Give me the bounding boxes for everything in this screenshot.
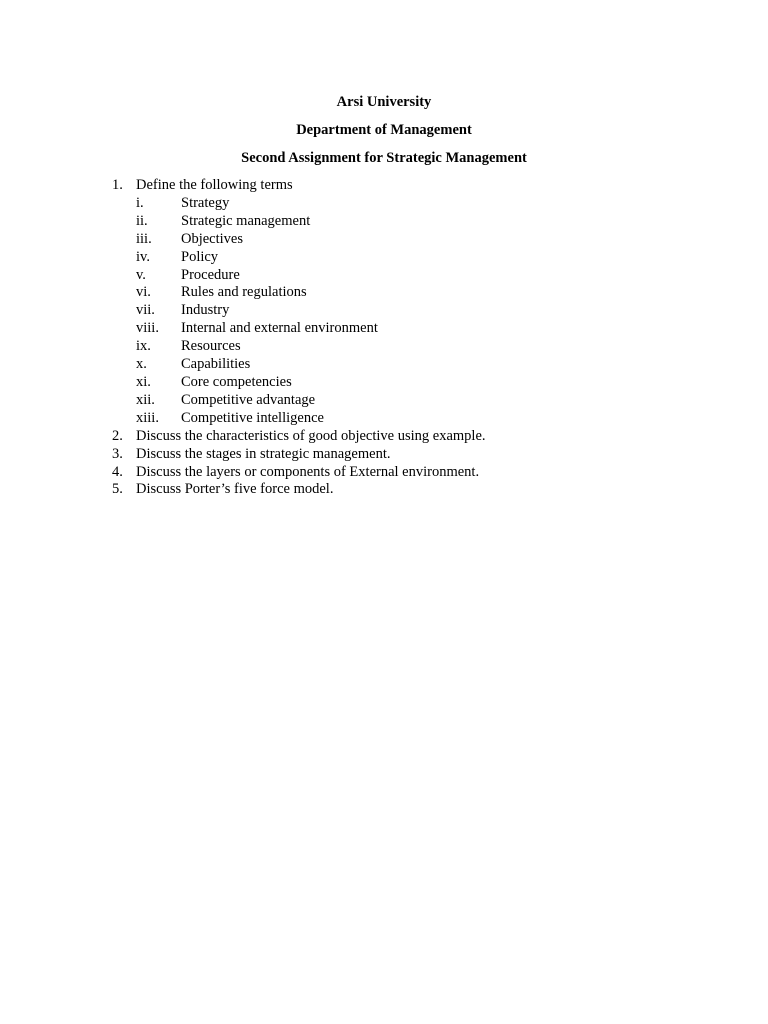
question-item xyxy=(0,428,768,446)
term-number: viii. xyxy=(136,320,159,337)
term-number: vii. xyxy=(136,302,155,319)
term-item xyxy=(136,267,768,285)
term-number: iii. xyxy=(136,230,152,247)
term-number: ii. xyxy=(136,212,148,229)
question-text: Discuss the layers or components of External environment. xyxy=(136,463,480,480)
term-text: Core competencies xyxy=(181,373,292,390)
term-text: Internal and external environment xyxy=(181,320,378,337)
question-item xyxy=(0,177,768,428)
term-number: xii. xyxy=(136,391,155,408)
question-text: Discuss the stages in strategic management. xyxy=(136,445,391,462)
term-number: x. xyxy=(136,356,147,373)
term-text: Rules and regulations xyxy=(181,284,307,301)
term-number: xiii. xyxy=(136,409,159,426)
term-number: i. xyxy=(136,194,144,211)
term-text: Strategy xyxy=(181,194,230,211)
term-item xyxy=(136,213,768,231)
term-item xyxy=(136,320,768,338)
term-item xyxy=(136,392,768,410)
term-text: Procedure xyxy=(181,266,240,283)
question-number: 3. xyxy=(112,445,123,462)
term-text: Capabilities xyxy=(181,356,251,373)
term-item xyxy=(136,302,768,320)
question-number: 2. xyxy=(112,427,123,444)
question-text: Discuss the characteristics of good objective using example. xyxy=(136,427,486,444)
term-number: vi. xyxy=(136,284,151,301)
question-text: Discuss Porter’s five force model. xyxy=(136,481,334,498)
question-item xyxy=(0,481,768,499)
term-item xyxy=(136,195,768,213)
question-number: 1. xyxy=(112,177,123,193)
term-item xyxy=(136,374,768,392)
university-name: Arsi University xyxy=(336,94,432,110)
term-number: xi. xyxy=(136,373,151,390)
term-text: Competitive advantage xyxy=(181,391,316,408)
term-item xyxy=(136,410,768,428)
assignment-title: Second Assignment for Strategic Management xyxy=(241,150,527,166)
term-text: Policy xyxy=(181,248,219,265)
question-list xyxy=(0,177,768,499)
question-item xyxy=(0,464,768,482)
term-item xyxy=(136,284,768,302)
term-number: iv. xyxy=(136,248,150,265)
term-item xyxy=(136,338,768,356)
term-text: Objectives xyxy=(181,230,244,247)
term-item xyxy=(136,231,768,249)
term-list xyxy=(136,195,768,428)
term-text: Competitive intelligence xyxy=(181,409,324,426)
term-number: ix. xyxy=(136,338,151,355)
question-text: Define the following terms xyxy=(136,177,293,193)
question-item xyxy=(0,446,768,464)
question-number: 4. xyxy=(112,463,123,480)
term-text: Resources xyxy=(181,338,241,355)
question-number: 5. xyxy=(112,481,123,498)
term-text: Strategic management xyxy=(181,212,311,229)
term-number: v. xyxy=(136,266,146,283)
term-text: Industry xyxy=(181,302,230,319)
department-name: Department of Management xyxy=(296,122,472,138)
term-item xyxy=(136,249,768,267)
term-item xyxy=(136,356,768,374)
